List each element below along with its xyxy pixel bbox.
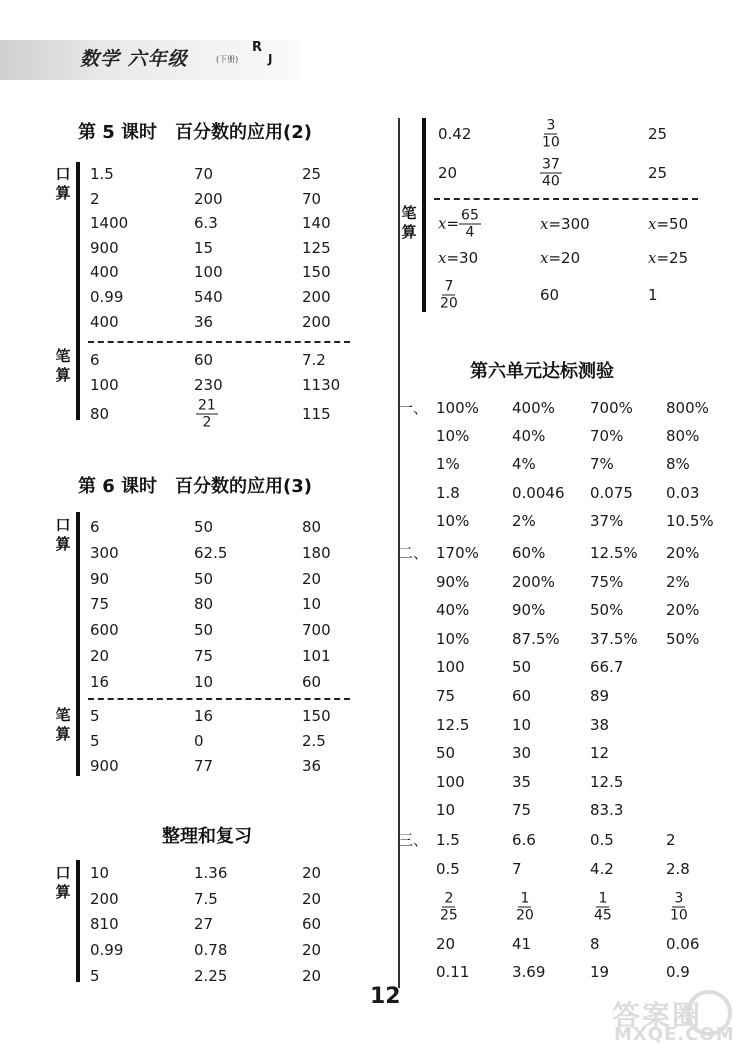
answer-cell: 90 — [90, 569, 110, 588]
answer-cell: 50% — [666, 629, 700, 648]
answer-cell: 100% — [436, 399, 479, 417]
answer-cell: 75% — [590, 572, 624, 591]
answer-cell: 7.2 — [302, 351, 326, 369]
part-number-1: 一、 — [398, 399, 429, 417]
answer-cell: 150 — [302, 263, 331, 282]
answer-cell: 600 — [90, 621, 119, 640]
answer-cell: 19 — [590, 963, 610, 981]
equation-answer: x=50 — [648, 215, 689, 233]
answer-cell: 7.5 — [194, 889, 218, 908]
answer-cell: 2.5 — [302, 732, 326, 750]
answer-cell: 5 — [90, 732, 100, 750]
answer-cell: 140 — [302, 214, 331, 233]
answer-cell: 0.03 — [666, 483, 700, 502]
answer-cell: 70 — [302, 189, 322, 208]
answer-cell: 36 — [302, 757, 322, 775]
answer-cell: 900 — [90, 238, 119, 257]
answer-fraction: $\frac{37}{40}$ — [542, 156, 560, 190]
answer-cell: 10 — [512, 715, 532, 734]
answer-cell: 25 — [648, 125, 668, 143]
answer-cell: 0.0046 — [512, 483, 565, 502]
answer-cell: 41 — [512, 935, 532, 953]
answer-cell: 6 — [90, 351, 100, 369]
answer-cell: 90% — [436, 572, 470, 591]
answer-fraction: $\frac{21}{2}$ — [198, 397, 216, 431]
answer-cell: 35 — [512, 772, 532, 791]
answer-cell: 115 — [302, 405, 331, 423]
answer-cell: 20 — [302, 966, 322, 985]
part-number-2: 二、 — [398, 544, 429, 562]
answer-cell: 12.5 — [590, 772, 624, 791]
answer-cell: 20 — [436, 935, 456, 953]
answer-cell: 1400 — [90, 214, 129, 233]
dashed-divider — [88, 341, 350, 343]
label-bisuan: 笔 算 — [55, 347, 71, 384]
answer-cell: 70 — [194, 165, 214, 183]
answer-fraction: $\frac{3}{10}$ — [542, 117, 560, 151]
answer-cell: 20 — [438, 164, 458, 182]
answer-cell: 36 — [194, 312, 214, 331]
answer-cell: 400% — [512, 399, 555, 417]
answer-cell: 20% — [666, 544, 700, 562]
header-title: 数学 六年级 — [80, 48, 188, 70]
answer-cell: 0.5 — [590, 831, 614, 849]
answer-cell: 125 — [302, 238, 331, 257]
section-bar — [76, 162, 80, 420]
answer-cell: 5 — [90, 966, 100, 985]
answer-cell: 20 — [302, 569, 322, 588]
answer-cell: 37% — [590, 511, 624, 530]
answer-cell: 10% — [436, 629, 470, 648]
answer-cell: 7% — [590, 455, 614, 474]
answer-cell: 10 — [302, 595, 322, 614]
answer-cell: 100 — [90, 376, 119, 394]
answer-cell: 200 — [194, 189, 223, 208]
header-edition-r: R — [252, 40, 263, 55]
answer-cell: 25 — [648, 164, 668, 182]
answer-cell: 16 — [194, 707, 214, 725]
answer-cell: 80 — [90, 405, 110, 423]
answer-cell: 0.42 — [438, 125, 472, 143]
section-title-unit6-test: 第六单元达标测验 — [470, 361, 614, 382]
answer-fraction: $\frac{2}{25}$ — [440, 890, 458, 924]
answer-cell: 6.6 — [512, 831, 536, 849]
answer-cell: 10.5% — [666, 511, 714, 530]
answer-cell: 8 — [590, 935, 600, 953]
answer-cell: 50% — [590, 601, 624, 620]
equation-answer: x=25 — [648, 249, 689, 267]
answer-cell: 1130 — [302, 376, 341, 394]
answer-cell: 1.36 — [194, 864, 228, 882]
answer-cell: 12.5% — [590, 544, 638, 562]
section-title-lesson5: 第 5 课时 百分数的应用(2) — [78, 122, 313, 143]
answer-cell: 700 — [302, 621, 331, 640]
answer-cell: 90% — [512, 601, 546, 620]
answer-cell: 200 — [302, 288, 331, 306]
answer-cell: 20 — [302, 941, 322, 960]
answer-cell: 400 — [90, 312, 119, 331]
equation-answer: x=30 — [438, 249, 479, 267]
answer-cell: 170% — [436, 544, 479, 562]
answer-cell: 4.2 — [590, 860, 614, 878]
answer-cell: 15 — [194, 238, 214, 257]
answer-cell: 2 — [666, 831, 676, 849]
answer-cell: 101 — [302, 647, 331, 665]
answer-cell: 6 — [90, 518, 100, 536]
answer-cell: 80 — [302, 518, 322, 536]
answer-cell: 60 — [302, 915, 322, 934]
answer-cell: 12 — [590, 744, 610, 763]
answer-cell: 30 — [512, 744, 532, 763]
answer-cell: 37.5% — [590, 629, 638, 648]
answer-cell: 25 — [302, 165, 322, 183]
answer-cell: 3.69 — [512, 963, 546, 981]
label-kousuan: 口 算 — [55, 864, 71, 901]
answer-cell: 16 — [90, 672, 110, 691]
answer-cell: 83.3 — [590, 801, 624, 820]
answer-cell: 60 — [512, 687, 532, 705]
answer-cell: 60 — [302, 672, 322, 691]
answer-cell: 900 — [90, 757, 119, 775]
answer-cell: 8% — [666, 455, 690, 474]
answer-cell: 70% — [590, 427, 624, 446]
answer-cell: 75 — [90, 595, 110, 614]
answer-cell: 0 — [194, 732, 204, 750]
answer-cell: 27 — [194, 915, 214, 934]
part-number-3: 三、 — [398, 831, 429, 849]
answer-cell: 5 — [90, 707, 100, 725]
answer-fraction: $\frac{1}{45}$ — [594, 890, 612, 924]
answer-cell: 200% — [512, 572, 555, 591]
dashed-divider — [434, 198, 698, 200]
answer-cell: 10 — [90, 864, 110, 882]
answer-cell: 180 — [302, 543, 331, 562]
answer-cell: 62.5 — [194, 543, 228, 562]
answer-cell: 75 — [436, 687, 456, 705]
answer-cell: 20 — [302, 889, 322, 908]
answer-cell: 2% — [666, 572, 690, 591]
answer-cell: 77 — [194, 757, 214, 775]
answer-cell: 400 — [90, 263, 119, 282]
section-bar — [76, 860, 80, 982]
section-bar — [76, 512, 80, 776]
answer-cell: 200 — [90, 889, 119, 908]
answer-cell: 40% — [512, 427, 546, 446]
answer-fraction: $\frac{1}{20}$ — [516, 890, 534, 924]
answer-cell: 0.99 — [90, 288, 124, 306]
answer-cell: 0.78 — [194, 941, 228, 960]
answer-cell: 50 — [194, 621, 214, 640]
answer-cell: 6.3 — [194, 214, 218, 233]
answer-cell: 800% — [666, 399, 709, 417]
answer-cell: 20 — [90, 647, 110, 665]
answer-cell: 10 — [194, 672, 214, 691]
answer-cell: 300 — [90, 543, 119, 562]
section-title-review: 整理和复习 — [162, 826, 252, 847]
answer-cell: 75 — [512, 801, 532, 820]
answer-cell: 700% — [590, 399, 633, 417]
answer-cell: 540 — [194, 288, 223, 306]
answer-cell: 50 — [194, 518, 214, 536]
answer-cell: 66.7 — [590, 658, 624, 677]
answer-cell: 4% — [512, 455, 536, 474]
answer-cell: 80% — [666, 427, 700, 446]
answer-cell: 75 — [194, 647, 214, 665]
answer-cell: 20 — [302, 864, 322, 882]
answer-cell: 0.99 — [90, 941, 124, 960]
watermark-logo: 答案圈 MXQE.COM — [608, 994, 728, 1050]
answer-cell: 2.25 — [194, 966, 228, 985]
answer-cell: 1.5 — [436, 831, 460, 849]
answer-cell: 0.11 — [436, 963, 470, 981]
answer-cell: 0.06 — [666, 935, 700, 953]
answer-cell: 2 — [90, 189, 100, 208]
answer-cell: 100 — [436, 658, 465, 677]
answer-cell: 230 — [194, 376, 223, 394]
answer-cell: 40% — [436, 601, 470, 620]
answer-cell: 20% — [666, 601, 700, 620]
answer-cell: 12.5 — [436, 715, 470, 734]
answer-cell: 38 — [590, 715, 610, 734]
answer-cell: 100 — [436, 772, 465, 791]
answer-cell: 2.8 — [666, 860, 690, 878]
label-bisuan: 笔 算 — [55, 706, 71, 743]
answer-cell: 0.9 — [666, 963, 690, 981]
answer-cell: 60 — [194, 351, 214, 369]
answer-cell: 150 — [302, 707, 331, 725]
answer-cell: 89 — [590, 687, 610, 705]
answer-cell: 10% — [436, 511, 470, 530]
answer-cell: 7 — [512, 860, 522, 878]
header-edition-j: J — [268, 52, 273, 66]
label-bisuan: 笔 算 — [401, 204, 417, 241]
answer-cell: 2% — [512, 511, 536, 530]
answer-cell: 50 — [512, 658, 532, 677]
section-bar — [422, 118, 426, 312]
answer-cell: 1.8 — [436, 483, 460, 502]
equation-answer: x= $\frac{65}{4}$ — [438, 207, 479, 241]
answer-cell: 80 — [194, 595, 214, 614]
answer-cell: 60 — [540, 286, 560, 304]
answer-cell: 10 — [436, 801, 456, 820]
page-number: 12 — [370, 984, 401, 1009]
label-kousuan: 口 算 — [55, 165, 71, 202]
answer-cell: 200 — [302, 312, 331, 331]
answer-cell: 50 — [436, 744, 456, 763]
label-kousuan: 口 算 — [55, 516, 71, 553]
answer-cell: 100 — [194, 263, 223, 282]
header-volume: (下册) — [216, 55, 239, 64]
answer-cell: 1 — [648, 286, 658, 304]
answer-cell: 1% — [436, 455, 460, 474]
answer-cell: 50 — [194, 569, 214, 588]
dashed-divider — [88, 698, 350, 700]
answer-fraction: $\frac{7}{20}$ — [440, 278, 458, 312]
equation-answer: x=300 — [540, 215, 590, 233]
answer-cell: 810 — [90, 915, 119, 934]
answer-fraction: $\frac{3}{10}$ — [670, 890, 688, 924]
answer-cell: 60% — [512, 544, 546, 562]
answer-cell: 10% — [436, 427, 470, 446]
answer-cell: 0.075 — [590, 483, 633, 502]
answer-cell: 87.5% — [512, 629, 560, 648]
answer-cell: 1.5 — [90, 165, 114, 183]
section-title-lesson6: 第 6 课时 百分数的应用(3) — [78, 476, 313, 497]
answer-cell: 0.5 — [436, 860, 460, 878]
equation-answer: x=20 — [540, 249, 581, 267]
